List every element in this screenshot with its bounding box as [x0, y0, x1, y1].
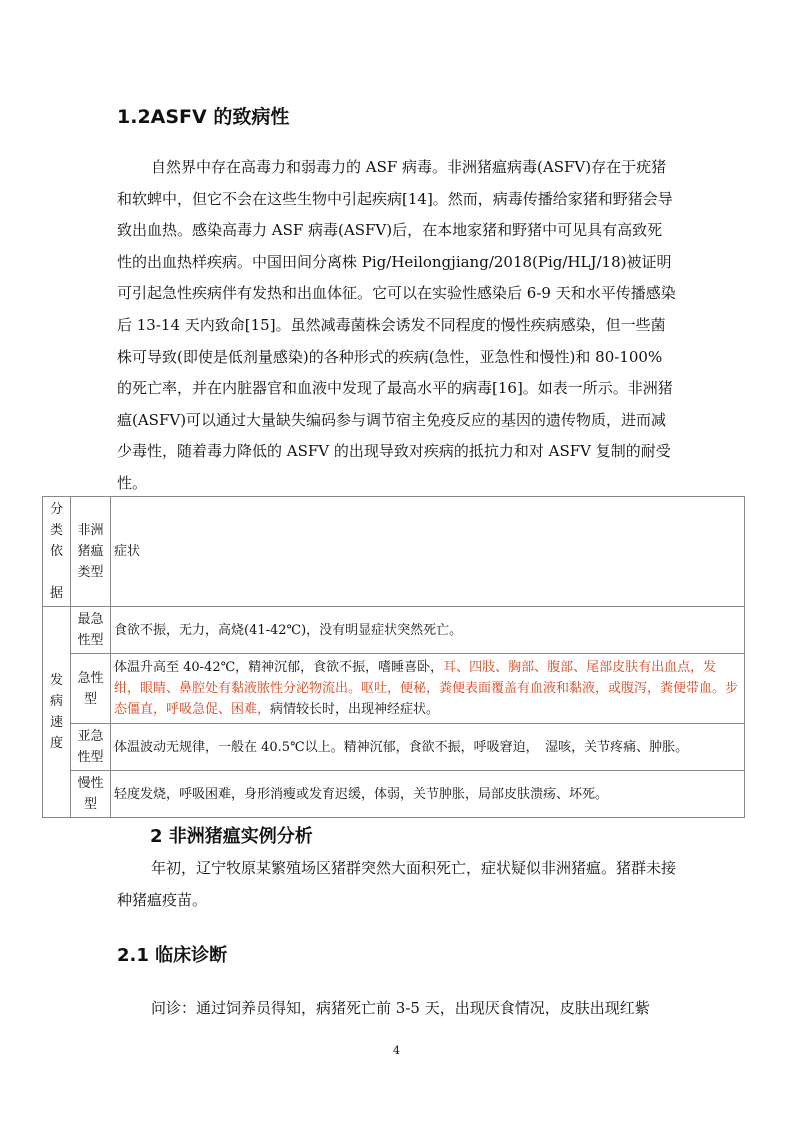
type-subacute: 亚急 性型: [71, 724, 111, 771]
section-2-paragraph: [117, 853, 677, 916]
header-symptoms: 症状: [111, 497, 745, 607]
section-2-text: 年初，辽宁牧原某繁殖场区猪群突然大面积死亡，症状疑似非洲猪瘟。猪群未接种猪瘟疫苗。: [117, 859, 677, 909]
table-row: [43, 724, 745, 771]
header-asf-type: 非洲 猪瘟 类型: [71, 497, 111, 607]
group-label-onset-speed: 发 病 速 度: [43, 607, 71, 818]
section-2-title: 2 非洲猪瘟实例分析: [150, 826, 313, 847]
symptom-table: [42, 496, 745, 818]
type-peracute: 最急 性型: [71, 607, 111, 654]
type-acute: 急性 型: [71, 654, 111, 724]
section-1-2-text: 自然界中存在高毒力和弱毒力的 ASF 病毒。非洲猪瘟病毒(ASFV)存在于疣猪和软蜱中，但它不会在这些生物中引起疾病[14]。然而，病毒传播给家猪和野猪会导致出血热。感染高毒力 ASF 病毒(ASFV)后，在本地家猪和野猪中可见具有高致死性的出血热样疾病。中国田间分离株 Pig/Heilongjiang/2018(Pig/HLJ/18)被证明可引起急性疾病伴有发热和出血体征。它可以在实验性感染后 6-9 天和水平传播感染后 13-14 天内致命[15]。虽然减毒菌株会诱发不同程度的慢性疾病感染，但一些菌株可导致(即使是低剂量感染)的各种形式的疾病(急性，亚急性和慢性)和 80-100%的死亡率，并在内脏器官和血液中发现了最高水平的病毒[16]。如表一所示。非洲猪瘟(ASFV)可以通过大量缺失编码参与调节宿主免疫反应的基因的遗传物质，进而减少毒性，随着毒力降低的 ASFV 的出现导致对疾病的抵抗力和对 ASFV 复制的耐受性。: [117, 158, 676, 492]
symptom-peracute: 食欲不振，无力，高烧(41-42℃)，没有明显症状突然死亡。: [111, 607, 745, 654]
symptom-acute-highlight: 耳、四肢、胸部、腹部、尾部皮肤有出血点，发绀，眼睛、鼻腔处有黏液脓性分泌物流出。呕吐，便秘，粪便表面覆盖有血液和黏液，或腹泻，粪便带血。步态僵直，呼吸急促、困难，: [114, 660, 739, 717]
section-2-1-paragraph: [117, 993, 677, 1025]
symptom-chronic: 轻度发烧，呼吸困难，身形消瘦或发育迟缓，体弱，关节肿胀，局部皮肤溃疡、坏死。: [111, 771, 745, 818]
section-1-2-title: 1.2ASFV 的致病性: [117, 106, 290, 128]
page-number: 4: [393, 1044, 400, 1057]
section-1-2-paragraph: [117, 152, 677, 500]
symptom-acute: [111, 654, 745, 724]
type-chronic: 慢性 型: [71, 771, 111, 818]
symptom-subacute: 体温波动无规律，一般在 40.5℃以上。精神沉郁，食欲不振，呼吸窘迫， 湿咳，关节疼痛、肿胀。: [111, 724, 745, 771]
section-2-1-text: 问诊：通过饲养员得知，病猪死亡前 3-5 天，出现厌食情况，皮肤出现红紫: [151, 999, 650, 1017]
table-row: [43, 607, 745, 654]
symptom-acute-tail: 病情较长时，出现神经症状。: [270, 702, 440, 717]
table-row: [43, 654, 745, 724]
table-header-row: [43, 497, 745, 607]
table-row: [43, 771, 745, 818]
section-2-1-title: 2.1 临床诊断: [117, 945, 228, 966]
header-classification-basis: 分 类 依 据: [43, 497, 71, 607]
symptom-acute-plain: 体温升高至 40-42℃，精神沉郁，食欲不振，嗜睡喜卧，: [114, 660, 444, 675]
